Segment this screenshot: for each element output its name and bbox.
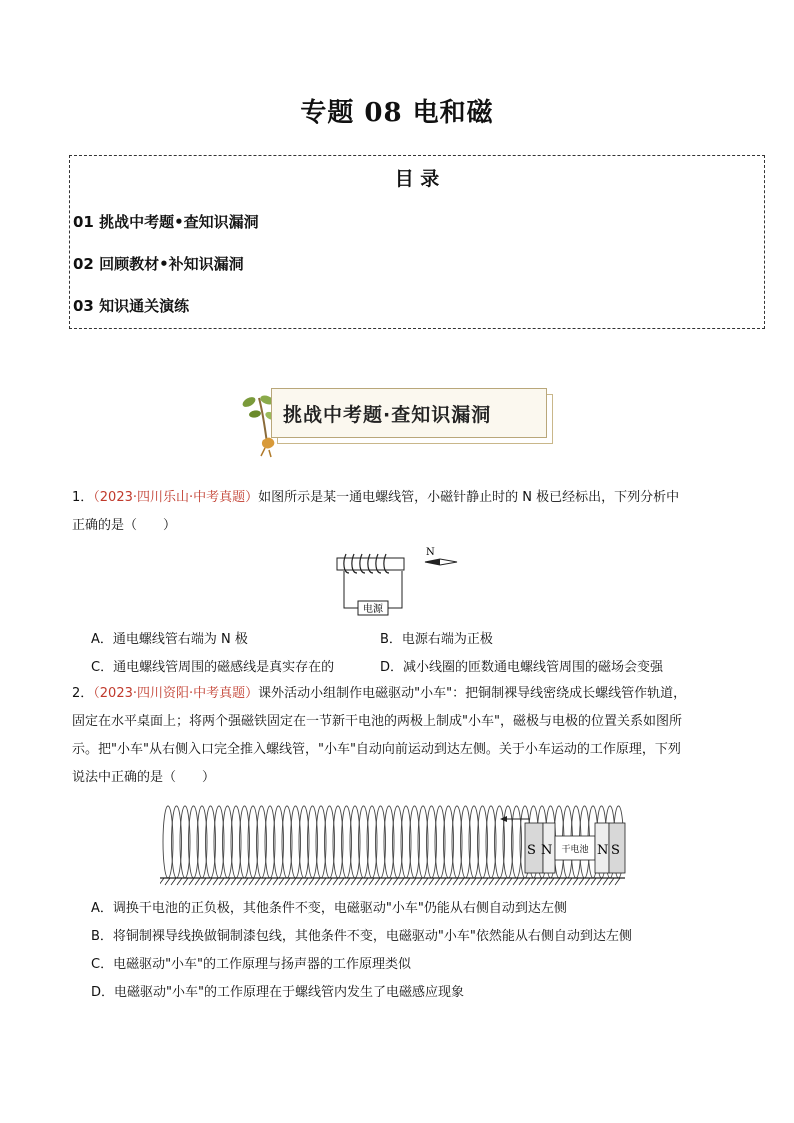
table-hatch (309, 878, 314, 885)
table-hatch (327, 878, 332, 885)
table-hatch (405, 878, 410, 885)
table-hatch (195, 878, 200, 885)
option-a: A．通电螺线管右端为 N 极 (91, 632, 248, 647)
table-hatch (561, 878, 566, 885)
power-label: 电源 (363, 604, 383, 615)
table-hatch (381, 878, 386, 885)
table-hatch (201, 878, 206, 885)
table-hatch (165, 878, 170, 885)
table-hatch (555, 878, 560, 885)
banner-text: 挑战中考题·查知识漏洞 (283, 404, 492, 426)
toc-heading: 目 录 (394, 168, 440, 190)
table-hatch (603, 878, 608, 885)
question-text: 固定在水平桌面上；将两个强磁铁固定在一节新干电池的两极上制成"小车"，磁极与电极的位置关系如图所 (72, 714, 682, 729)
table-hatch (465, 878, 470, 885)
table-hatch (423, 878, 428, 885)
option-a: A．调换干电池的正负极，其他条件不变，电磁驱动"小车"仍能从右侧自动到达左侧 (91, 901, 567, 916)
table-hatch (207, 878, 212, 885)
pole-s-right: S (611, 843, 620, 858)
pole-n-left: N (541, 843, 553, 858)
table-hatch (261, 878, 266, 885)
option-b: B．电源右端为正极 (380, 632, 493, 647)
question-1 (72, 484, 732, 540)
page-title: 专题 08 电和磁 (300, 98, 494, 128)
question-text: 如图所示是某一通电螺线管，小磁针静止时的 N 极已经标出，下列分析中 (258, 490, 680, 505)
table-hatch (369, 878, 374, 885)
table-hatch (249, 878, 254, 885)
table-hatch (177, 878, 182, 885)
table-hatch (537, 878, 542, 885)
table-hatch (357, 878, 362, 885)
toc-item: 02 回顾教材•补知识漏洞 (73, 255, 244, 273)
table-hatch (531, 878, 536, 885)
table-hatch (507, 878, 512, 885)
table-hatch (567, 878, 572, 885)
table-hatch (231, 878, 236, 885)
table-hatch (243, 878, 248, 885)
question-text: 示。把"小车"从右侧入口完全推入螺线管，"小车"自动向前运动到达左侧。关于小车运动的工作原理，下列 (72, 742, 681, 757)
toc-item: 03 知识通关演练 (73, 297, 190, 315)
table-hatch (303, 878, 308, 885)
table-hatch (447, 878, 452, 885)
table-hatch (291, 878, 296, 885)
table-hatch (489, 878, 494, 885)
table-hatch (183, 878, 188, 885)
table-hatch (441, 878, 446, 885)
table-hatch (417, 878, 422, 885)
table-hatch (387, 878, 392, 885)
table-hatch (411, 878, 416, 885)
section-banner (237, 388, 549, 454)
pole-s-left: S (527, 843, 536, 858)
table-hatch (321, 878, 326, 885)
table-hatch (609, 878, 614, 885)
table-hatch (345, 878, 350, 885)
table-hatch (399, 878, 404, 885)
option-d: D．减小线圈的匝数通电螺线管周围的磁场会变强 (380, 660, 664, 675)
question-number: 2． (72, 686, 94, 701)
table-hatch (453, 878, 458, 885)
table-hatch (435, 878, 440, 885)
table-hatch (363, 878, 368, 885)
table-hatch (393, 878, 398, 885)
north-label: N (426, 547, 435, 558)
option-b: B．将铜制裸导线换做铜制漆包线，其他条件不变，电磁驱动"小车"依然能从右侧自动到达左侧 (91, 929, 632, 944)
question-text: 正确的是（ ） (72, 518, 177, 533)
question-2 (72, 680, 732, 792)
solenoid-figure (330, 543, 460, 618)
table-hatch (501, 878, 506, 885)
magnet-car-figure (160, 798, 630, 888)
table-hatch (351, 878, 356, 885)
table-hatch (375, 878, 380, 885)
pole-n-right: N (597, 843, 609, 858)
table-hatch (219, 878, 224, 885)
table-hatch (285, 878, 290, 885)
battery-label: 干电池 (561, 845, 589, 855)
table-of-contents (69, 155, 765, 329)
table-hatch (519, 878, 524, 885)
table-hatch (591, 878, 596, 885)
table-hatch (573, 878, 578, 885)
table-hatch (237, 878, 242, 885)
table-hatch (160, 878, 164, 885)
table-hatch (297, 878, 302, 885)
table-hatch (333, 878, 338, 885)
toc-item: 01 挑战中考题•查知识漏洞 (73, 213, 259, 231)
table-hatch (315, 878, 320, 885)
table-hatch (585, 878, 590, 885)
table-hatch (273, 878, 278, 885)
table-hatch (549, 878, 554, 885)
table-hatch (279, 878, 284, 885)
table-hatch (225, 878, 230, 885)
table-hatch (495, 878, 500, 885)
question-text: 课外活动小组制作电磁驱动"小车"：把铜制裸导线密绕成长螺线管作轨道， (258, 686, 687, 701)
table-hatch (597, 878, 602, 885)
question-text: 说法中正确的是（ ） (72, 770, 216, 785)
question-source: （2023·四川资阳·中考真题） (93, 686, 259, 701)
table-hatch (543, 878, 548, 885)
option-d: D．电磁驱动"小车"的工作原理在于螺线管内发生了电磁感应现象 (91, 985, 464, 1000)
table-hatch (513, 878, 518, 885)
table-hatch (171, 878, 176, 885)
table-hatch (483, 878, 488, 885)
table-hatch (477, 878, 482, 885)
table-hatch (579, 878, 584, 885)
option-c: C．通电螺线管周围的磁感线是真实存在的 (91, 660, 335, 675)
table-hatch (471, 878, 476, 885)
table-hatch (525, 878, 530, 885)
table-hatch (339, 878, 344, 885)
table-hatch (189, 878, 194, 885)
option-c: C．电磁驱动"小车"的工作原理与扬声器的工作原理类似 (91, 957, 412, 972)
table-hatch (615, 878, 620, 885)
table-hatch (255, 878, 260, 885)
table-hatch (213, 878, 218, 885)
table-hatch (429, 878, 434, 885)
table-hatch (459, 878, 464, 885)
question-source: （2023·四川乐山·中考真题） (93, 490, 259, 505)
question-number: 1． (72, 490, 94, 505)
table-hatch (267, 878, 272, 885)
